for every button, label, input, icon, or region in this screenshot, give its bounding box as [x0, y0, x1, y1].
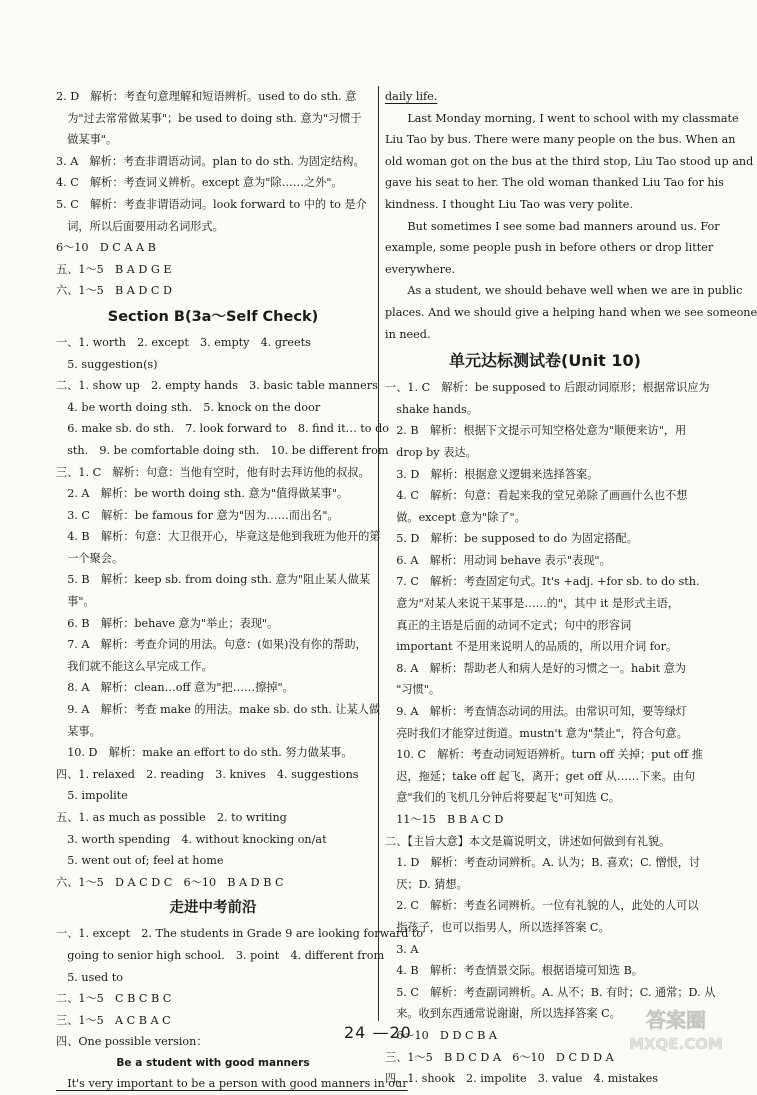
answer-line: 5. went out of; feel at home — [56, 854, 224, 868]
answer-line: 一、1. worth 2. except 3. empty 4. greets — [56, 335, 311, 349]
answer-line: 4. C 解析：考查词义辨析。except 意为"除……之外"。 — [56, 176, 343, 190]
answer-line: 词，所以后面要用动名词形式。 — [56, 219, 224, 233]
essay-body — [385, 86, 757, 345]
answer-line: 5. D 解析：be supposed to do 为固定搭配。 — [385, 532, 638, 546]
answer-line: 四、1. shook 2. impolite 3. value 4. mistakes — [385, 1072, 659, 1086]
watermark-logo — [610, 1003, 742, 1055]
section-b-title: Section B(3a～Self Check) — [107, 308, 319, 325]
answer-line: 1. D 解析：考查动词辨析。A. 认为；B. 喜欢；C. 憎恨，讨 — [385, 856, 701, 870]
essay-line: old woman got on the bus at the third stop, Liu Tao stood up and — [385, 154, 754, 168]
answer-line: going to senior high school. 3. point 4. different from — [56, 948, 385, 962]
unit-test-answers — [385, 377, 716, 1090]
essay-line: But sometimes I see some bad manners around us. For — [385, 219, 720, 233]
answer-line: 一个聚会。 — [56, 551, 124, 565]
answer-line: 二、1. show up 2. empty hands 3. basic table manners — [56, 379, 378, 393]
page-number: 24 —20 — [344, 1023, 412, 1042]
answer-line: 3. A 解析：考查非谓语动词。plan to do sth. 为固定结构。 — [56, 154, 365, 168]
answer-line: 意"我们的飞机几分钟后将要起飞"可知选 C。 — [385, 791, 620, 805]
answer-line: 6～10 D C A A B — [56, 241, 156, 255]
answer-line: 四、1. relaxed 2. reading 3. knives 4. suggestions — [56, 767, 359, 781]
answer-line: 6. A 解析：用动词 behave 表示"表现"。 — [385, 553, 611, 567]
answer-line: 5. C 解析：考查非谓语动词。look forward to 中的 to 是介 — [56, 197, 367, 211]
answer-line: 5. used to — [56, 970, 123, 984]
answer-line: 2. B 解析：根据下文提示可知空格处意为"顺便来访"，用 — [385, 424, 687, 438]
answer-line: 为"过去常常做某事"；be used to doing sth. 意为"习惯于 — [56, 111, 362, 125]
essay-first-line: It's very important to be a person with good manners in our — [56, 1076, 408, 1090]
essay-line: daily life. — [385, 90, 438, 103]
essay-line: example, some people push in before others or drop litter — [385, 241, 714, 255]
answer-line: 5. impolite — [56, 789, 128, 803]
answer-line: 某事。 — [56, 724, 101, 738]
answer-line: 一、1. C 解析：be supposed to 后跟动词原形；根据常识应为 — [385, 381, 710, 395]
answer-line: drop by 表达。 — [385, 445, 477, 459]
answer-line: 2. D 解析：考查句意理解和短语辨析。used to do sth. 意 — [56, 90, 357, 103]
answer-line: 亮时我们才能穿过街道。mustn't 意为"禁止"，符合句意。 — [385, 726, 688, 740]
answer-line: 五、1. as much as possible 2. to writing — [56, 811, 287, 824]
answer-line: 6. make sb. do sth. 7. look forward to 8. find it… to do — [56, 422, 389, 436]
answer-line: 二、1～5 C B C B C — [56, 992, 172, 1006]
answer-line: 9. A 解析：考查 make 的用法。make sb. do sth. 让某人做 — [56, 703, 381, 717]
answer-line: 4. B 解析：句意：大卫很开心，毕竟这是他到我班为他开的第 — [56, 530, 381, 544]
answer-line: 意为"对某人来说干某事是……的"，其中 it 是形式主语， — [385, 597, 679, 611]
essay-line: Last Monday morning, I went to school with my classmate — [385, 111, 739, 125]
answer-line: 三、1. C 解析：句意：当他有空时，他有时去拜访他的叔叔。 — [56, 465, 370, 479]
answer-line: 7. A 解析：考查介词的用法。句意：(如果)没有你的帮助， — [56, 638, 367, 652]
answer-line: 做某事"。 — [56, 133, 118, 147]
essay-line: in need. — [385, 327, 431, 341]
answer-line: 9. A 解析：考查情态动词的用法。由常识可知，要等绿灯 — [385, 705, 687, 719]
answer-line: 做。except 意为"除了"。 — [385, 510, 526, 524]
answer-line: 5. B 解析：keep sb. from doing sth. 意为"阻止某人做某 — [56, 573, 371, 587]
essay-line: Liu Tao by bus. There were many people on the bus. When an — [385, 133, 736, 147]
watermark-top-text: 答案圈 — [646, 1008, 706, 1032]
answer-line: 4. B 解析：考查情景交际。根据语境可知选 B。 — [385, 964, 643, 978]
answer-line: 来。收到东西通常说谢谢，所以选择答案 C。 — [385, 1007, 621, 1021]
answer-line: 迟，拖延；take off 起飞，离开；get off 从……下来。由句 — [385, 769, 696, 783]
answer-line: 事"。 — [56, 595, 95, 609]
answer-line: shake hands。 — [385, 402, 478, 416]
answer-line: 我们就不能这么早完成工作。 — [56, 659, 213, 673]
essay-line: kindness. I thought Liu Tao was very polite. — [385, 197, 633, 211]
answer-line: 3. D 解析：根据意义逻辑来选择答案。 — [385, 467, 599, 481]
answer-line: 五、1～5 B A D G E — [56, 262, 172, 276]
answer-line: 3. C 解析：be famous for 意为"因为……而出名"。 — [56, 508, 339, 522]
answer-line: 真正的主语是后面的动词不定式；句中的形容词 — [385, 618, 632, 632]
answer-line: 三、1～5 A C B A C — [56, 1013, 171, 1027]
essay-title: Be a student with good manners — [116, 1056, 310, 1069]
answer-line: 11～15 B B A C D — [385, 813, 504, 826]
answer-line: 6. B 解析：behave 意为"举止；表现"。 — [56, 616, 279, 630]
answer-line: 二、【主旨大意】本文是篇说明文，讲述如何做到有礼貌。 — [385, 834, 671, 848]
answer-line: 六、1～5 D A C D C 6～10 B A D B C — [56, 875, 284, 889]
answer-line: 7. C 解析：考查固定句式。It's +adj. +for sb. to do sth. — [385, 575, 700, 589]
answer-line: 厌；D. 猜想。 — [385, 877, 468, 891]
essay-line: places. And we should give a helping hand when we see someone — [385, 305, 757, 319]
answer-line: 4. C 解析：句意：看起来我的堂兄弟除了画画什么也不想 — [385, 489, 688, 503]
essay-line: As a student, we should behave well when we are in public — [385, 284, 743, 298]
unit-test-title: 单元达标测试卷(Unit 10) — [449, 351, 641, 371]
answer-line: 10. D 解析：make an effort to do sth. 努力做某事。 — [56, 746, 353, 760]
essay-line: gave his seat to her. The old woman thanked Liu Tao for his — [385, 176, 724, 190]
answer-line: 六、1～5 B A D C D — [56, 284, 173, 298]
answer-line: "习惯"。 — [385, 683, 441, 697]
answer-line: 2. A 解析：be worth doing sth. 意为"值得做某事"。 — [56, 487, 349, 501]
answer-line: 3. worth spending 4. without knocking on/at — [56, 832, 327, 846]
answer-line: 一、1. except 2. The students in Grade 9 are looking forward to — [56, 927, 424, 941]
left-answer-block — [56, 86, 370, 302]
answer-line: 指孩子，也可以指男人，所以选择答案 C。 — [385, 920, 610, 934]
zhongkao-title: 走进中考前沿 — [169, 900, 257, 917]
answer-line: 5. suggestion(s) — [56, 357, 158, 371]
answer-line: 四、One possible version： — [56, 1035, 208, 1049]
watermark-bottom-text: MXQE.COM — [629, 1035, 723, 1053]
answer-line: 三、1～5 B D C D A 6～10 D C D D A — [385, 1050, 614, 1064]
answer-line: 5. C 解析：考查副词辨析。A. 从不；B. 有时；C. 通常；D. 从 — [385, 985, 716, 999]
answer-line: sth. 9. be comfortable doing sth. 10. be different from — [56, 443, 389, 457]
section-b-answers — [56, 332, 389, 893]
answer-line: 2. C 解析：考查名词辨析。一位有礼貌的人，此处的人可以 — [385, 899, 699, 913]
answer-line: 8. A 解析：clean…off 意为"把……擦掉"。 — [56, 681, 294, 695]
answer-line: 4. be worth doing sth. 5. knock on the door — [56, 400, 321, 414]
answer-line: 3. A — [385, 942, 419, 956]
answer-line: 8. A 解析：帮助老人和病人是好的习惯之一。habit 意为 — [385, 661, 687, 675]
answer-line: 6～10 D D C B A — [385, 1028, 497, 1042]
answer-line: important 不是用来说明人的品质的，所以用介词 for。 — [385, 640, 678, 654]
answer-line: 10. C 解析：考查动词短语辨析。turn off 关掉；put off 推 — [385, 748, 703, 762]
essay-line: everywhere. — [385, 262, 456, 276]
